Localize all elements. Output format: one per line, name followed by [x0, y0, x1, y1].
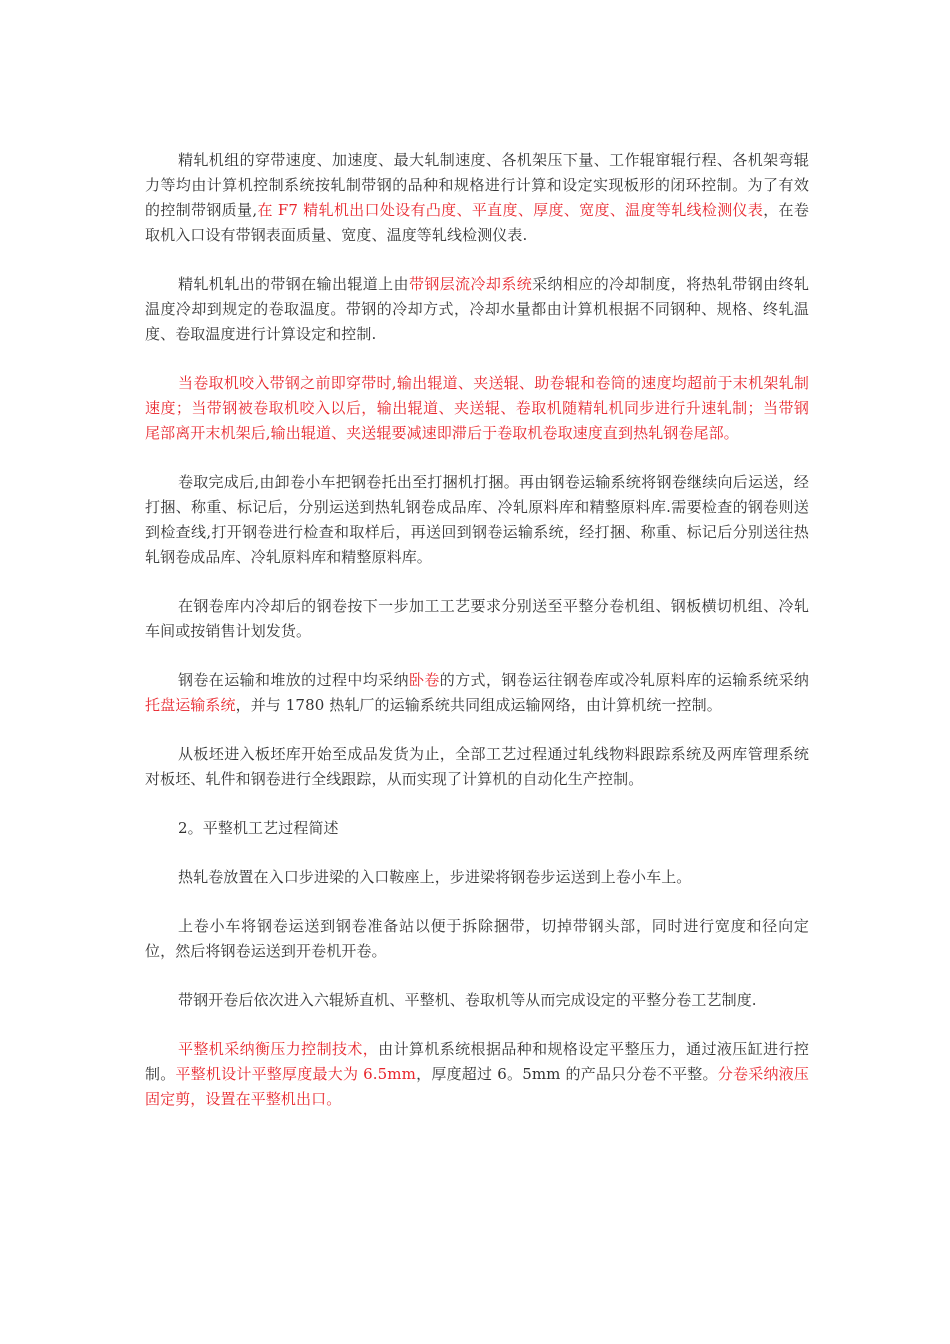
paragraph-12: [145, 1037, 809, 1112]
text-run: 2。平整机工艺过程简述: [178, 819, 339, 837]
text-run: 卷取完成后,由卸卷小车把钢卷托出至打捆机打捆。再由钢卷运输系统将钢卷继续向后运送，经打捆、称重、标记后，分别运送到热轧钢卷成品库、冷轧原料库和精整原料库.需要检查的钢卷则送到检查线,打开钢卷进行检查和取样后，再送回到钢卷运输系统，经打捆、称重、标记后分别送往热轧钢卷成品库、冷轧原料库和精整原料库。: [145, 473, 809, 566]
section-heading: [145, 816, 809, 841]
text-run: 采纳相应的冷却制度，将热轧带钢由终轧温度冷却到规定的卷取温度。带钢的冷却方式，冷却水量都由计算机根据不同钢种、规格、终轧温度、卷取温度进行计算设定和控制.: [145, 275, 809, 343]
text-run: 钢卷在运输和堆放的过程中均采纳: [178, 671, 409, 689]
paragraph-3: [145, 371, 809, 446]
highlighted-text-run: 平整机采纳衡压力控制技术，: [178, 1040, 379, 1058]
highlighted-text-run: 在 F7 精轧机出口处设有凸度、平直度、厚度、宽度、温度等轧线检测仪表: [257, 201, 764, 219]
document-body: [145, 148, 809, 1136]
text-run: 从板坯进入板坯库开始至成品发货为止，全部工艺过程通过轧线物料跟踪系统及两库管理系统对板坯、轧件和钢卷进行全线跟踪，从而实现了计算机的自动化生产控制。: [145, 745, 809, 788]
text-run: 由计算机系统根据品种和规格设定平整压力，通过液压缸进行控制。: [145, 1040, 809, 1083]
highlighted-text-run: 当卷取机咬入带钢之前即穿带时,输出辊道、夹送辊、助卷辊和卷筒的速度均超前于末机架轧制速度；当带钢被卷取机咬入以后，输出辊道、夹送辊、卷取机随精轧机同步进行升速轧制；当带钢尾部离开末机架后,输出辊道、夹送辊要减速即滞后于卷取机卷取速度直到热轧钢卷尾部。: [145, 374, 809, 442]
paragraph-11: [145, 988, 809, 1013]
highlighted-text-run: 分卷采纳液压固定剪，设置在平整机出口。: [145, 1065, 809, 1108]
text-run: 精轧机轧出的带钢在输出辊道上由: [178, 275, 409, 293]
paragraph-7: [145, 742, 809, 792]
paragraph-6: [145, 668, 809, 718]
highlighted-text-run: 带钢层流冷却系统: [408, 275, 533, 293]
paragraph-2: [145, 272, 809, 347]
highlighted-text-run: 卧卷: [408, 671, 440, 689]
paragraph-1: [145, 148, 809, 248]
text-run: 的方式，钢卷运往钢卷库或冷轧原料库的运输系统采纳: [439, 671, 809, 689]
paragraph-5: [145, 594, 809, 644]
text-run: ，并与 1780 热轧厂的运输系统共同组成运输网络，由计算机统一控制。: [235, 696, 722, 714]
paragraph-4: [145, 470, 809, 570]
text-run: 带钢开卷后依次进入六辊矫直机、平整机、卷取机等从而完成设定的平整分卷工艺制度.: [178, 991, 757, 1009]
highlighted-text-run: 平整机设计平整厚度最大为 6.5mm: [175, 1065, 416, 1083]
paragraph-10: [145, 914, 809, 964]
text-run: ，在卷取机入口设有带钢表面质量、宽度、温度等轧线检测仪表.: [145, 201, 809, 244]
highlighted-text-run: 托盘运输系统: [145, 696, 236, 714]
text-run: ，厚度超过 6。5mm 的产品只分卷不平整。: [415, 1065, 718, 1083]
text-run: 热轧卷放置在入口步进梁的入口鞍座上，步进梁将钢卷步运送到上卷小车上。: [178, 868, 692, 886]
paragraph-9: [145, 865, 809, 890]
text-run: 在钢卷库内冷却后的钢卷按下一步加工工艺要求分别送至平整分卷机组、钢板横切机组、冷轧车间或按销售计划发货。: [145, 597, 809, 640]
text-run: 精轧机组的穿带速度、加速度、最大轧制速度、各机架压下量、工作辊窜辊行程、各机架弯辊力等均由计算机控制系统按轧制带钢的品种和规格进行计算和设定实现板形的闭环控制。为了有效的控制带钢质量,: [145, 151, 809, 219]
text-run: 上卷小车将钢卷运送到钢卷准备站以便于拆除捆带，切掉带钢头部，同时进行宽度和径向定位，然后将钢卷运送到开卷机开卷。: [145, 917, 809, 960]
